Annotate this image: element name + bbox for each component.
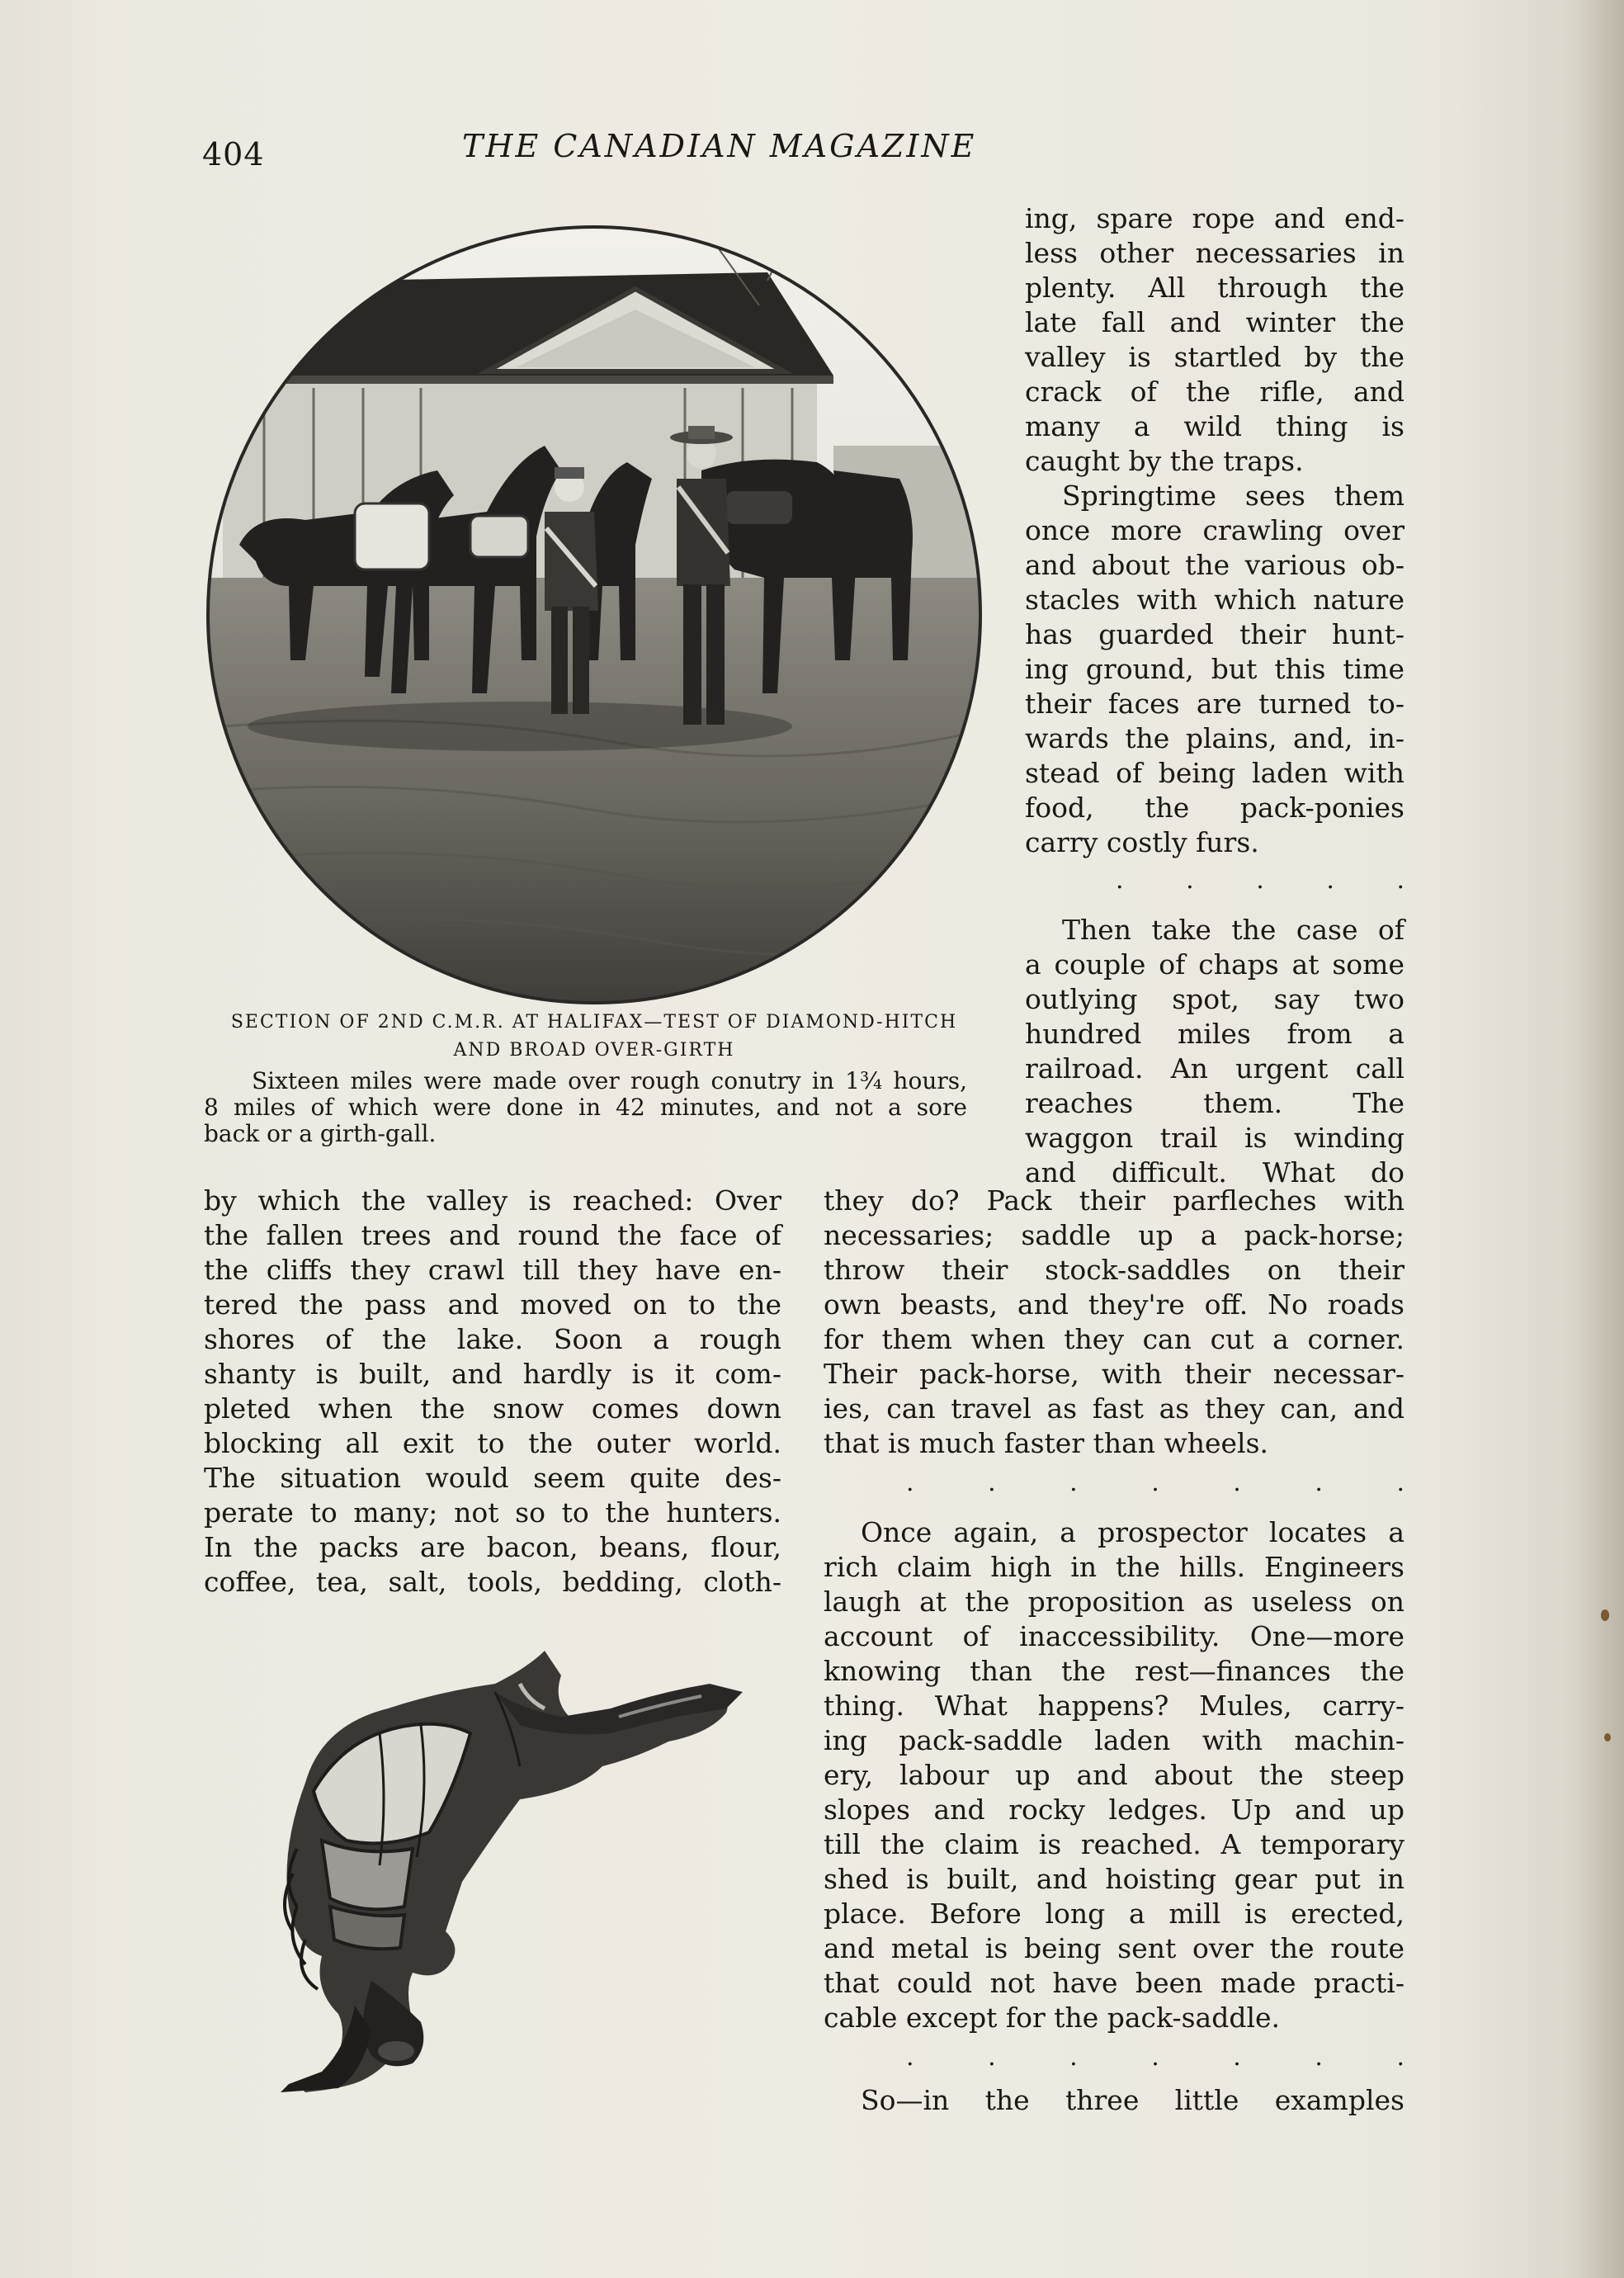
text-line: plenty. All through the [1025,272,1404,304]
text-line: once more crawling over [1025,514,1404,546]
text-line: Springtime sees them [1062,480,1404,512]
text-line: shanty is built, and hardly is it com- [204,1358,781,1390]
text-line: a couple of chaps at some [1025,948,1404,981]
text-line: and difficult. What do [1025,1156,1404,1189]
caption-body-line: back or a girth-gall. [204,1120,437,1147]
text-line: carry costly furs. [1025,826,1259,858]
text-line: coffee, tea, salt, tools, bedding, cloth- [204,1566,781,1598]
text-line: has guarded their hunt- [1025,618,1404,650]
text-line: that is much faster than wheels. [824,1427,1269,1459]
cavalry-horses-photo-icon [190,198,998,1007]
text-line: till the claim is reached. A temporary [824,1828,1404,1860]
text-line: hundred miles from a [1025,1018,1404,1050]
text-line: reaches them. The [1025,1087,1404,1119]
text-line: ing ground, but this time [1025,653,1404,685]
left-column-bottom [204,1184,781,1600]
caption-body-line: Sixteen miles were made over rough conutry in 1¾ hours, [252,1067,967,1094]
text-line: perate to many; not so to the hunters. [204,1496,781,1529]
text-line: ery, labour up and about the steep [824,1759,1404,1791]
text-line: laugh at the proposition as useless on [824,1586,1404,1618]
right-column-top [1025,201,1404,1190]
section-break-dots: . . . . . [1116,866,1404,895]
text-line: and about the various ob- [1025,549,1404,581]
text-line: cable except for the pack-saddle. [824,2002,1281,2034]
text-line: valley is startled by the [1025,341,1404,373]
paper-speck [1601,1609,1609,1621]
bucking-pack-horse-icon [248,1634,751,2096]
text-line: outlying spot, say two [1025,983,1404,1015]
text-line: throw their stock-saddles on their [824,1254,1404,1286]
caption-title-line: AND BROAD OVER-GIRTH [453,1040,735,1061]
text-line: thing. What happens? Mules, carry- [824,1690,1404,1722]
text-line: the cliffs they crawl till they have en- [204,1254,781,1286]
text-line: rich claim high in the hills. Engineers [824,1551,1404,1583]
text-line: ing pack-saddle laden with machin- [824,1724,1404,1756]
text-line: So—in the three little examples [861,2084,1404,2116]
text-line: blocking all exit to the outer world. [204,1427,781,1459]
section-break-dots: . . . . . . . [906,1468,1404,1497]
text-line: they do? Pack their parfleches with [824,1184,1404,1217]
text-line: ies, can travel as fast as they can, and [824,1392,1404,1425]
caption-title-line: SECTION OF 2ND C.M.R. AT HALIFAX—TEST OF DIAMOND-HITCH [230,1012,958,1033]
text-line: wards the plains, and, in- [1025,722,1404,754]
text-line: In the packs are bacon, beans, flour, [204,1531,781,1563]
text-line: shed is built, and hoisting gear put in [824,1863,1404,1895]
text-line: ing, spare rope and end- [1025,202,1404,234]
photo-caption-body [204,1068,967,1147]
text-line: the fallen trees and round the face of [204,1219,781,1251]
running-head: THE CANADIAN MAGAZINE [462,128,977,164]
photo-caption-title [190,1009,998,1065]
text-line: stacles with which nature [1025,584,1404,616]
text-line: The situation would seem quite des- [204,1462,781,1494]
text-line: Then take the case of [1062,914,1404,946]
text-line: account of inaccessibility. One—more [824,1620,1404,1652]
text-line: that could not have been made practi- [824,1967,1404,1999]
text-line: tered the pass and moved on to the [204,1288,781,1321]
text-line: their faces are turned to- [1025,688,1404,720]
text-line: stead of being laden with [1025,757,1404,789]
text-line: crack of the rifle, and [1025,376,1404,408]
right-column-bottom [824,1184,1404,2118]
text-line: shores of the lake. Soon a rough [204,1323,781,1355]
text-line: knowing than the rest—finances the [824,1655,1404,1687]
text-line: Once again, a prospector locates a [861,1516,1404,1548]
text-line: many a wild thing is [1025,410,1404,442]
page-edge-shadow [1574,0,1624,2278]
text-line: caught by the traps. [1025,445,1304,477]
section-break-dots: . . . . . . . [906,2043,1404,2072]
text-line: own beasts, and they're off. No roads [824,1288,1404,1321]
page-number: 404 [202,136,265,173]
text-line: and metal is being sent over the route [824,1932,1404,1964]
text-line: late fall and winter the [1025,306,1404,338]
text-line: necessaries; saddle up a pack-horse; [824,1219,1404,1251]
paper-speck [1604,1733,1611,1742]
text-line: Their pack-horse, with their necessar- [824,1358,1404,1390]
text-line: food, the pack-ponies [1025,792,1404,824]
text-line: by which the valley is reached: Over [204,1184,781,1217]
text-line: railroad. An urgent call [1025,1052,1404,1085]
text-line: place. Before long a mill is erected, [824,1898,1404,1930]
text-line: slopes and rocky ledges. Up and up [824,1794,1404,1826]
text-line: waggon trail is winding [1025,1122,1404,1154]
text-line: for them when they can cut a corner. [824,1323,1404,1355]
text-line: less other necessaries in [1025,237,1404,269]
caption-body-line: 8 miles of which were done in 42 minutes, and not a sore [204,1094,967,1121]
text-line: pleted when the snow comes down [204,1392,781,1425]
